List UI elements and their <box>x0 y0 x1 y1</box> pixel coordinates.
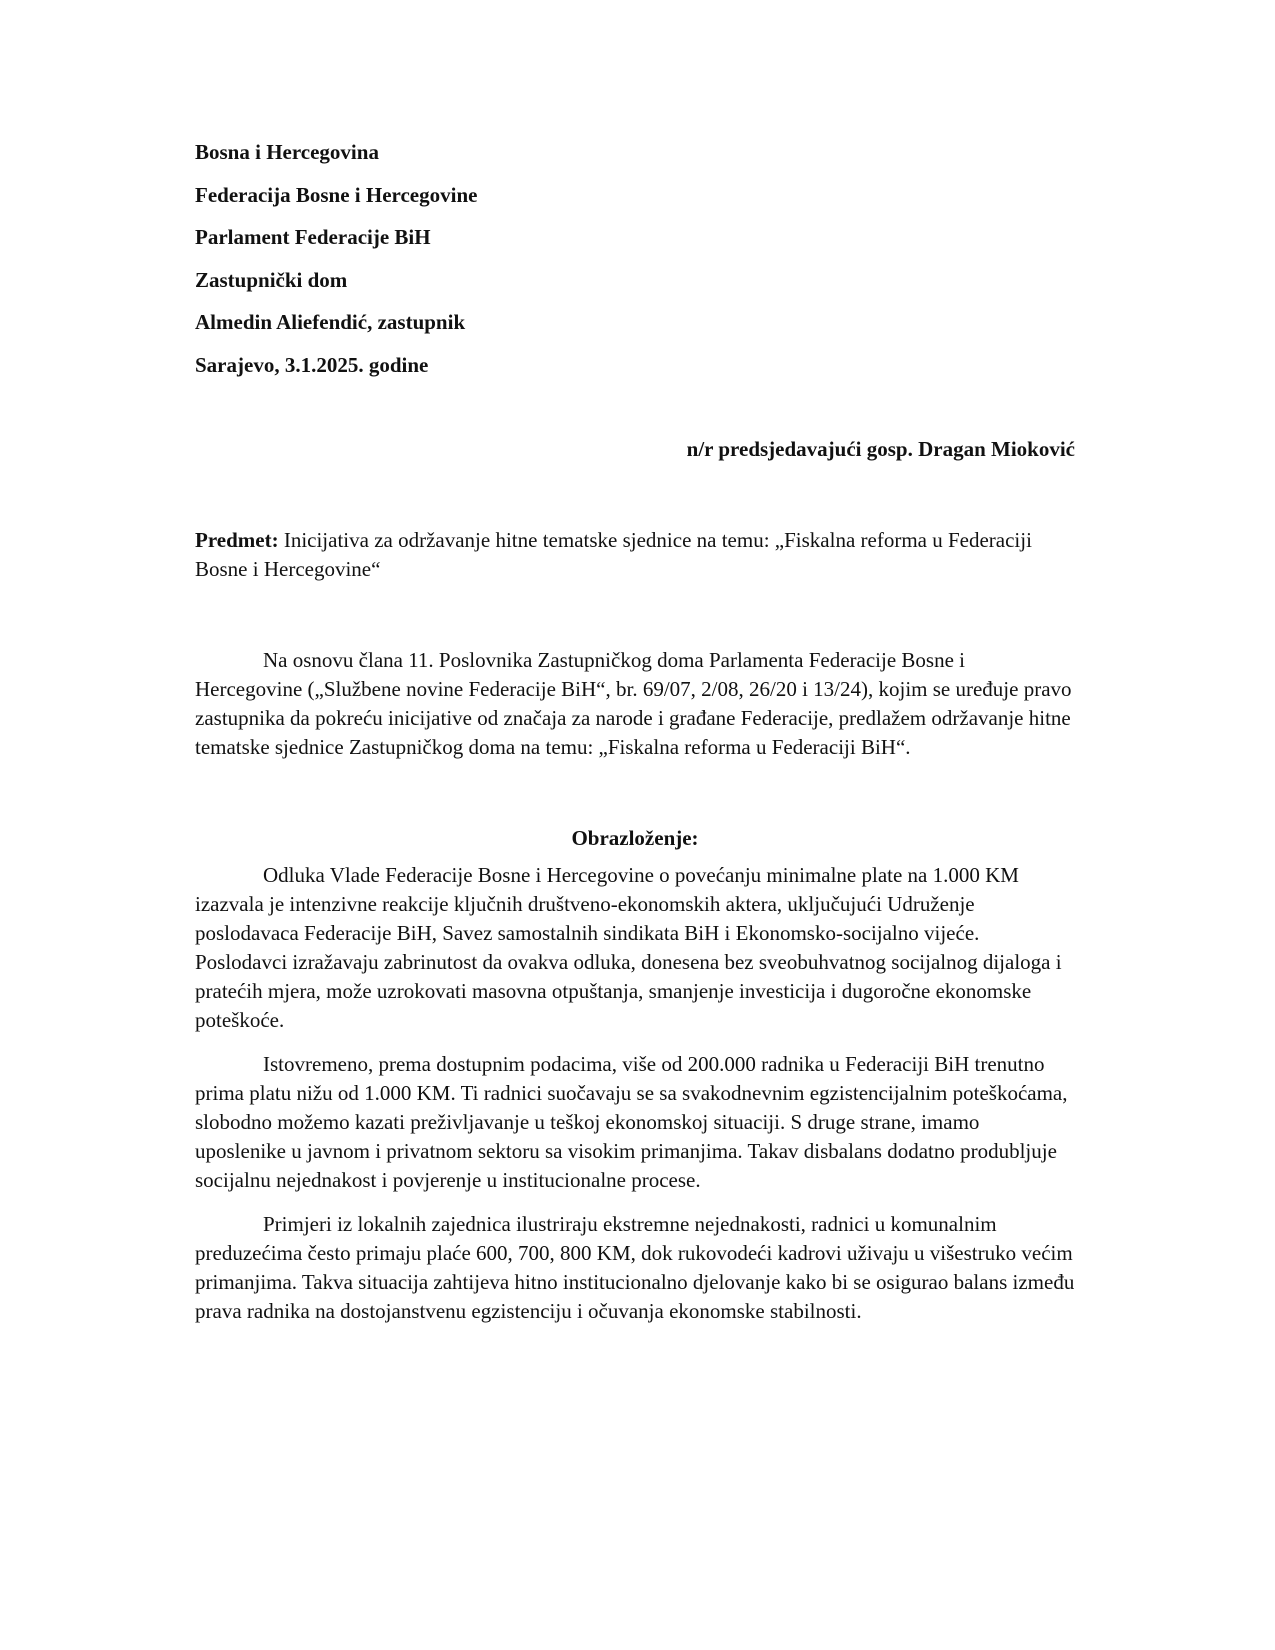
subject-line <box>195 526 1075 584</box>
subject-text: Inicijativa za održavanje hitne tematske sjednice na temu: „Fiskalna reforma u Federaciji Bosne i Hercegovine“ <box>195 527 1032 581</box>
header-federation: Federacija Bosne i Hercegovine <box>195 182 478 207</box>
addressee-line: n/r predsjedavajući gosp. Dragan Mioković <box>686 436 1075 461</box>
intro-paragraph: Na osnovu člana 11. Poslovnika Zastupničkog doma Parlamenta Federacije Bosne i Hercegovine („Službene novine Federacije BiH“, br. 69/07, 2/08, 26/20 i 13/24), kojim se uređuje pravo zastupnika da pokreću inicijative od značaja za narode i građane Federacije, predlažem održavanje hitne tematske sjednice Zastupničkog doma na temu: „Fiskalna reforma u Federaciji BiH“. <box>195 647 1072 759</box>
header-sender: Almedin Aliefendić, zastupnik <box>195 310 466 334</box>
sender-header <box>195 138 1075 380</box>
body-paragraph: Primjeri iz lokalnih zajednica ilustriraju ekstremne nejednakosti, radnici u komunalnim preduzećima često primaju plaće 600, 700, 800 KM, dok rukovodeći kadrovi uživaju u višestruko većim primanjima. Takva situacija zahtijeva hitno institucionalno djelovanje kako bi se osigurao balans između prava radnika na dostojanstvenu egzistenciju i očuvanja ekonomske stabilnosti. <box>195 1211 1075 1323</box>
header-country: Bosna i Hercegovina <box>195 140 379 164</box>
document-body <box>195 138 1075 1326</box>
body-paragraph: Istovremeno, prema dostupnim podacima, više od 200.000 radnika u Federaciji BiH trenutno prima platu nižu od 1.000 KM. Ti radnici suočavaju se sa svakodnevnim egzistencijalnim poteškoćama, slobodno možemo kazati preživljavanje u teškoj ekonomskoj situaciji. S druge strane, imamo uposlenike u javnom i privatnom sektoru sa visokim primanjima. Takav disbalans dodatno produbljuje socijalnu nejednakost i povjerenje u institucionalne procese. <box>195 1051 1068 1192</box>
header-house: Zastupnički dom <box>195 267 348 292</box>
subject-label: Predmet: <box>195 527 279 552</box>
header-parliament: Parlament Federacije BiH <box>195 225 431 249</box>
body-paragraph: Odluka Vlade Federacije Bosne i Hercegovine o povećanju minimalne plate na 1.000 KM izazvala je intenzivne reakcije ključnih društveno-ekonomskih aktera, uključujući Udruženje poslodavaca Federacije BiH, Savez samostalnih sindikata BiH i Ekonomsko-socijalno vijeće. Poslodavci izražavaju zabrinutost da ovakva odluka, donesena bez sveobuhvatnog socijalnog dijaloga i pratećih mjera, može uzrokovati masovna otpuštanja, smanjenje investicija i dugoročne ekonomske poteškoće. <box>195 862 1062 1032</box>
header-date: Sarajevo, 3.1.2025. godine <box>195 352 429 377</box>
section-title: Obrazloženje: <box>571 825 699 850</box>
